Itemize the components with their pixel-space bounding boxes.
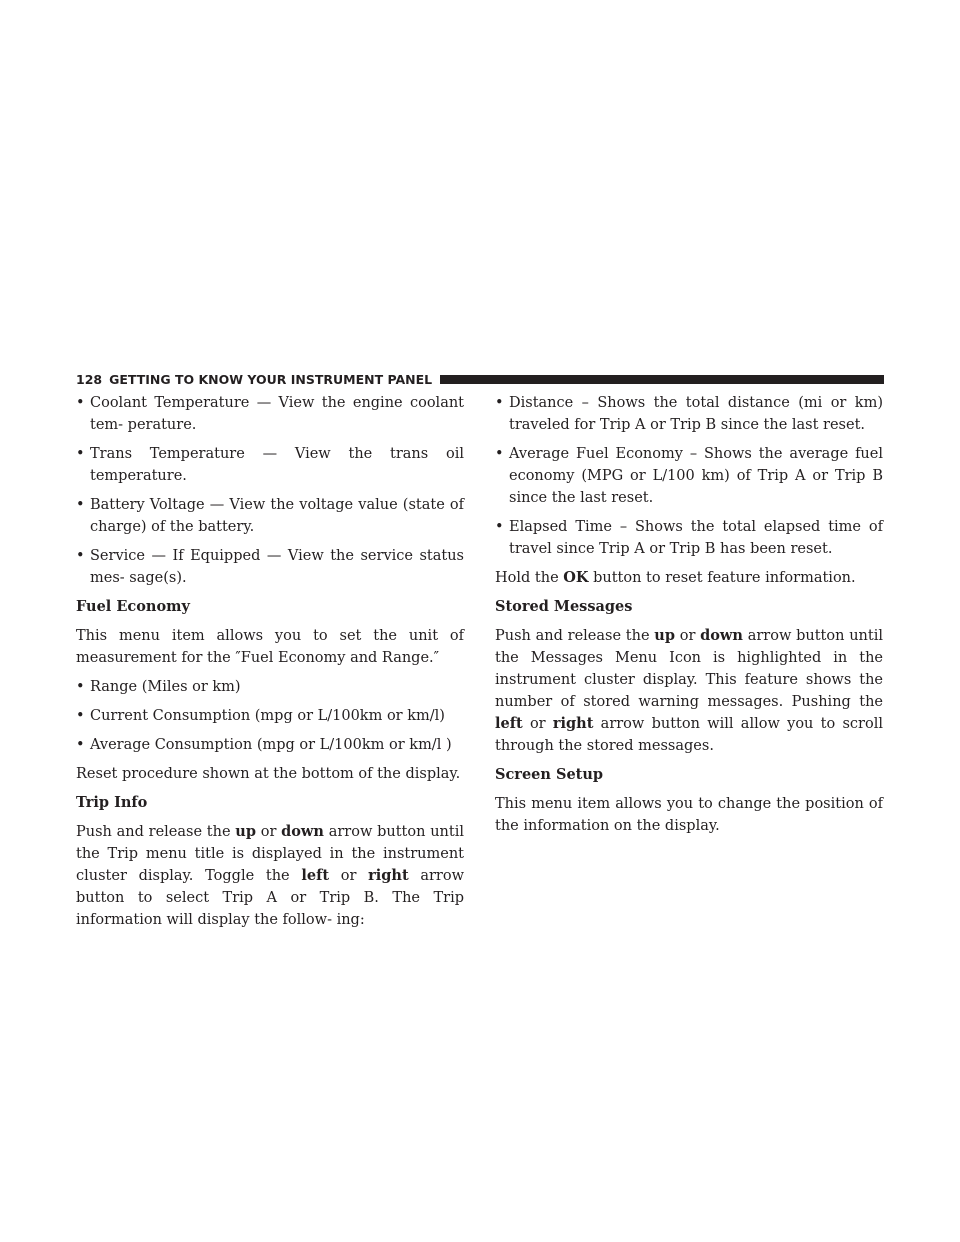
page-number: 128 [76, 371, 103, 387]
bullet-icon: • [76, 395, 85, 411]
bullet-icon: • [76, 548, 85, 564]
list-item [495, 443, 883, 509]
list-item-text: Trans Temperature — View the trans oil temperature. [90, 446, 464, 484]
text-run: or [329, 868, 369, 884]
ok-button-label: OK [563, 569, 589, 586]
bullet-icon: • [76, 737, 85, 753]
fuel-economy-heading: Fuel Economy [76, 598, 190, 615]
list-item [76, 494, 464, 538]
list-item [76, 705, 464, 727]
fuel-economy-paragraph: This menu item allows you to set the unit of measurement for the ″Fuel Economy and Range.″ [76, 628, 464, 666]
stored-messages-heading: Stored Messages [495, 598, 633, 615]
up-button-label: up [235, 823, 256, 840]
screen-setup-heading: Screen Setup [495, 766, 604, 783]
bullet-icon: • [76, 446, 85, 462]
bullet-icon: • [495, 446, 504, 462]
text-run: arrow button to select Trip A or Trip B. The Trip information will display the follow- ing: [76, 868, 465, 928]
list-item [76, 392, 464, 436]
list-item-text: Average Consumption (mpg or L/100km or km/l ) [90, 737, 452, 753]
text-run: or [522, 716, 553, 732]
right-button-label: right [368, 867, 409, 884]
text-run: arrow button until the Messages Menu Icon is highlighted in the instrument cluster display. This feature shows the number of stored warning messages. Pushing the [495, 628, 883, 710]
down-button-label: down [700, 627, 743, 644]
list-item-text: Distance – Shows the total distance (mi or km) traveled for Trip A or Trip B since the last reset. [509, 395, 883, 433]
text-run: or [674, 628, 701, 644]
trip-info-paragraph [76, 821, 464, 931]
list-item-text: Service — If Equipped — View the service status mes- sage(s). [90, 548, 464, 586]
text-run: Push and release the [76, 824, 236, 840]
bullet-icon: • [495, 519, 504, 535]
text-run: arrow button until the Trip menu title is displayed in the instrument cluster display. Toggle the [76, 824, 464, 884]
list-item [495, 516, 883, 560]
right-button-label: right [552, 715, 594, 732]
text-run: Hold the [495, 570, 564, 586]
text-run: button to reset feature information. [588, 570, 856, 586]
right-column [495, 392, 883, 844]
list-item-text: Range (Miles or km) [90, 679, 241, 695]
list-item-text: Average Fuel Economy – Shows the average fuel economy (MPG or L/100 km) of Trip A or Trip B since the last reset. [509, 446, 883, 506]
list-item-text: Current Consumption (mpg or L/100km or km/l) [90, 708, 445, 724]
bullet-icon: • [76, 708, 85, 724]
text-run: Push and release the [495, 628, 655, 644]
header-rule [440, 375, 884, 384]
list-item [76, 443, 464, 487]
bullet-icon: • [76, 679, 85, 695]
screen-setup-paragraph: This menu item allows you to change the position of the information on the display. [495, 796, 883, 834]
text-run: or [255, 824, 282, 840]
hold-ok-paragraph [495, 567, 883, 589]
text-run: arrow button will allow you to scroll through the stored messages. [495, 716, 883, 754]
bullet-icon: • [495, 395, 504, 411]
left-column [76, 392, 464, 938]
trip-info-heading: Trip Info [76, 794, 148, 811]
reset-paragraph: Reset procedure shown at the bottom of the display. [76, 766, 461, 782]
list-item-text: Elapsed Time – Shows the total elapsed time of travel since Trip A or Trip B has been reset. [509, 519, 883, 557]
page-header [76, 370, 884, 388]
down-button-label: down [281, 823, 324, 840]
up-button-label: up [654, 627, 675, 644]
list-item [76, 734, 464, 756]
section-title: GETTING TO KNOW YOUR INSTRUMENT PANEL [109, 371, 433, 387]
list-item [76, 676, 464, 698]
list-item [495, 392, 883, 436]
list-item [76, 545, 464, 589]
left-button-label: left [301, 867, 330, 884]
list-item-text: Coolant Temperature — View the engine coolant tem- perature. [90, 395, 464, 433]
left-button-label: left [495, 715, 523, 732]
stored-messages-paragraph [495, 625, 883, 757]
bullet-icon: • [76, 497, 85, 513]
list-item-text: Battery Voltage — View the voltage value (state of charge) of the battery. [90, 497, 464, 535]
